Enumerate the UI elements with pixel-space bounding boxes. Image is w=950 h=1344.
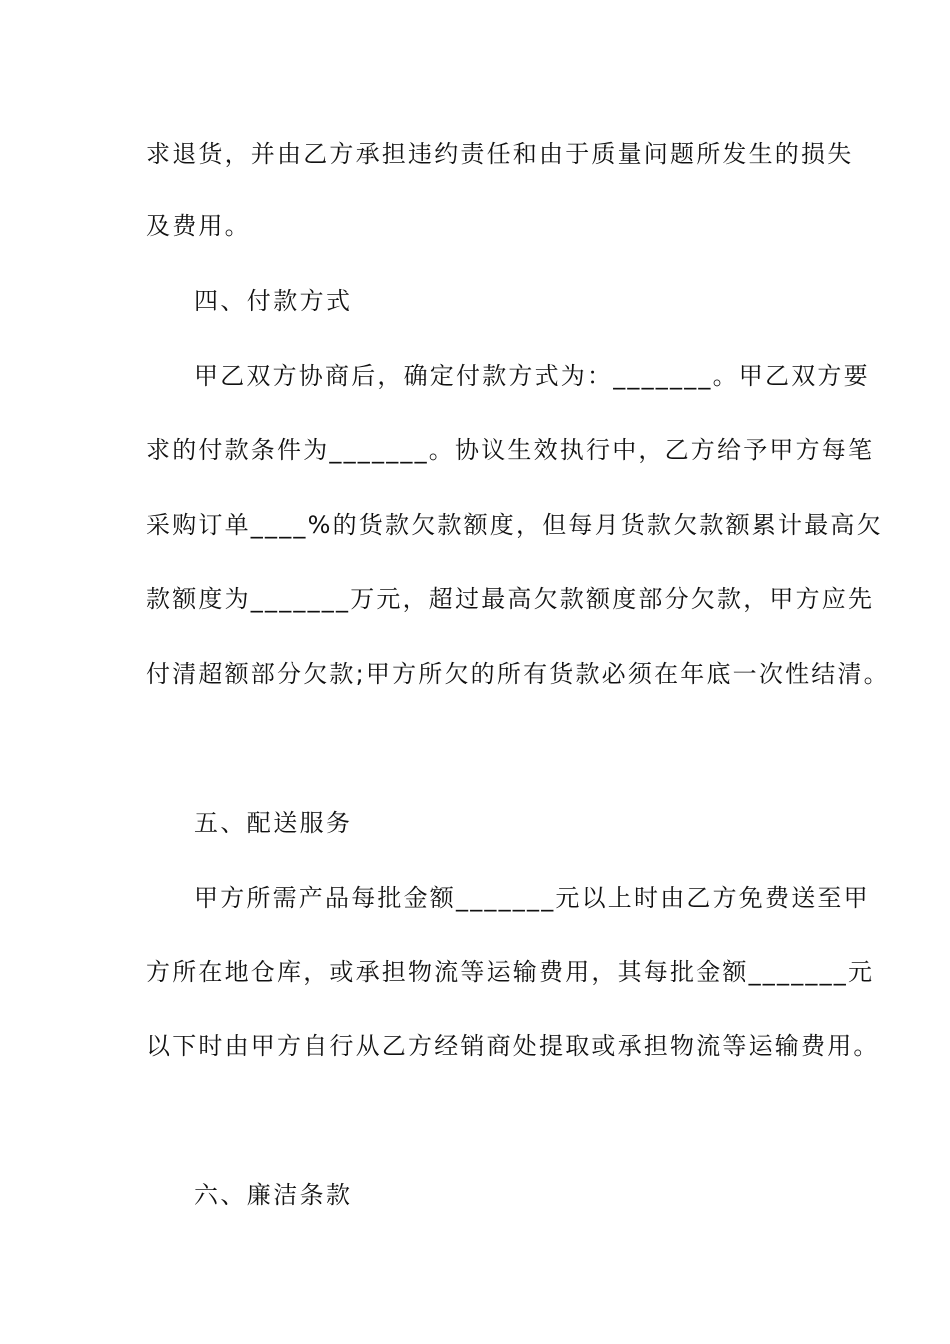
paragraph-line: 及费用。 (146, 212, 251, 240)
paragraph-line: 甲方所需产品每批金额_______元以上时由乙方免费送至甲 (194, 884, 870, 912)
section-heading-delivery: 五、配送服务 (194, 809, 353, 837)
paragraph-line: 求的付款条件为_______。协议生效执行中，乙方给予甲方每笔 (146, 436, 875, 464)
paragraph-line: 以下时由甲方自行从乙方经销商处提取或承担物流等运输费用。 (146, 1032, 880, 1060)
paragraph-line: 求退货，并由乙方承担违约责任和由于质量问题所发生的损失 (146, 140, 854, 168)
section-heading-integrity: 六、廉洁条款 (194, 1181, 353, 1209)
section-heading-payment: 四、付款方式 (194, 287, 353, 315)
paragraph-line: 甲乙双方协商后，确定付款方式为：_______。甲乙双方要 (194, 362, 870, 390)
paragraph-line: 付清超额部分欠款;甲方所欠的所有货款必须在年底一次性结清。 (146, 660, 890, 688)
paragraph-line: 采购订单____%的货款欠款额度，但每月货款欠款额累计最高欠 (146, 511, 883, 539)
paragraph-line: 方所在地仓库，或承担物流等运输费用，其每批金额_______元 (146, 958, 875, 986)
paragraph-line: 款额度为_______万元，超过最高欠款额度部分欠款，甲方应先 (146, 585, 875, 613)
